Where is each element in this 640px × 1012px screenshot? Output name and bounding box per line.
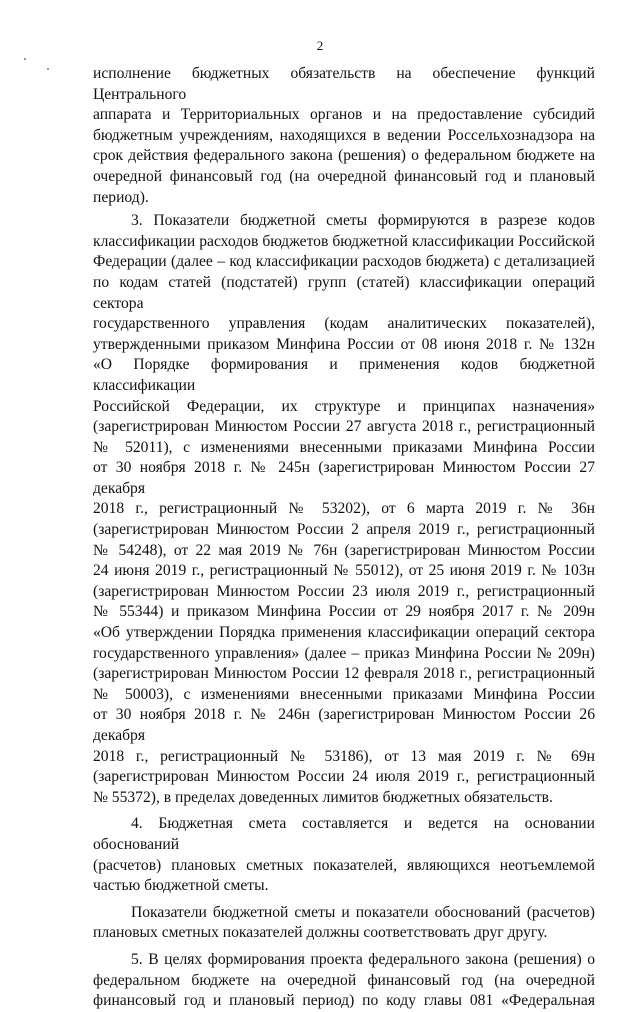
paragraph-line: № 50003), с изменениями внесенными приказами Минфина России bbox=[93, 685, 595, 703]
paragraph-line: частью бюджетной сметы. bbox=[93, 877, 269, 895]
paragraph-line: № 55372), в пределах доведенных лимитов бюджетных обязательств. bbox=[93, 788, 553, 806]
paragraph-line: «Об утверждении Порядка применения классификации операций сектора bbox=[93, 624, 595, 642]
paragraph-line: № 52011), с изменениями внесенными приказами Минфина России bbox=[93, 438, 595, 456]
paragraph-line: финансовый год и плановый период) по коду главы 081 «Федеральная bbox=[93, 992, 595, 1010]
paragraph-line: 5. В целях формирования проекта федерального закона (решения) о bbox=[131, 950, 595, 968]
paragraph-line: срок действия федерального закона (решения) о федеральном бюджете на bbox=[93, 147, 595, 165]
document-body bbox=[93, 64, 595, 1012]
paragraph-line: (зарегистрирован Минюстом России 12 февраля 2018 г., регистрационный bbox=[93, 665, 595, 683]
paragraph-line: период). bbox=[93, 188, 149, 206]
scan-speck bbox=[47, 68, 49, 70]
paragraph-line: Показатели бюджетной сметы и показатели обоснований (расчетов) bbox=[131, 903, 595, 921]
paragraph-line: государственного управления» (далее – приказ Минфина России № 209н) bbox=[93, 644, 595, 662]
paragraph-line: исполнение бюджетных обязательств на обеспечение функций Центрального bbox=[93, 65, 595, 103]
paragraph-line: (зарегистрирован Минюстом России 23 июля 2019 г., регистрационный bbox=[93, 582, 595, 600]
paragraph-line: (зарегистрирован Минюстом России 27 августа 2018 г., регистрационный bbox=[93, 418, 595, 436]
paragraph-line: утвержденными приказом Минфина России от 08 июня 2018 г. № 132н bbox=[93, 335, 595, 353]
paragraph-line: «О Порядке формирования и применения кодов бюджетной классификации bbox=[93, 356, 595, 394]
paragraph-line: Федерации (далее – код классификации расходов бюджета) с детализацией bbox=[93, 253, 595, 271]
scan-speck bbox=[24, 58, 26, 60]
paragraph-line: плановых сметных показателей должны соответствовать друг другу. bbox=[93, 924, 548, 942]
paragraph-line: Российской Федерации, их структуре и принципах назначения» bbox=[93, 397, 595, 415]
paragraph-line: (зарегистрирован Минюстом России 2 апреля 2019 г., регистрационный bbox=[93, 521, 595, 539]
paragraph-line: № 55344) и приказом Минфина России от 29 ноября 2017 г. № 209н bbox=[93, 603, 595, 621]
paragraph-line: аппарата и Территориальных органов и на предоставление субсидий bbox=[93, 106, 595, 124]
paragraph-line: государственного управления (кодам аналитических показателей), bbox=[93, 315, 595, 333]
paragraph-line: 2018 г., регистрационный № 53202), от 6 марта 2019 г. № 36н bbox=[93, 500, 595, 518]
paragraph-line: 3. Показатели бюджетной сметы формируются в разрезе кодов bbox=[131, 212, 595, 230]
paragraph-line: 4. Бюджетная смета составляется и ведется на основании обоснований bbox=[93, 815, 595, 853]
paragraph-line: федеральном бюджете на очередной финансовый год (на очередной bbox=[93, 971, 595, 989]
paragraph-line: № 54248), от 22 мая 2019 № 76н (зарегистрирован Минюстом России bbox=[93, 541, 595, 559]
paragraph-line: 24 июня 2019 г., регистрационный № 55012), от 25 июня 2019 г. № 103н bbox=[93, 562, 595, 580]
page-number: 2 bbox=[316, 38, 324, 53]
paragraph-line: бюджетным учреждениям, находящихся в ведении Россельхознадзора на bbox=[93, 126, 595, 144]
paragraph-line: (зарегистрирован Минюстом России 24 июля 2019 г., регистрационный bbox=[93, 768, 595, 786]
paragraph-line: от 30 ноября 2018 г. № 246н (зарегистрирован Минюстом России 26 декабря bbox=[93, 706, 595, 744]
paragraph-line: от 30 ноября 2018 г. № 245н (зарегистрирован Минюстом России 27 декабря bbox=[93, 459, 595, 497]
paragraph-line: (расчетов) плановых сметных показателей, являющихся неотъемлемой bbox=[93, 856, 595, 874]
paragraph-line: 2018 г., регистрационный № 53186), от 13 мая 2019 г. № 69н bbox=[93, 747, 595, 765]
paragraph-line: классификации расходов бюджетов бюджетной классификации Российской bbox=[93, 232, 595, 250]
paragraph-line: по кодам статей (подстатей) групп (статей) классификации операций сектора bbox=[93, 273, 595, 312]
paragraph-line: очередной финансовый год (на очередной финансовый год и плановый bbox=[93, 167, 595, 185]
